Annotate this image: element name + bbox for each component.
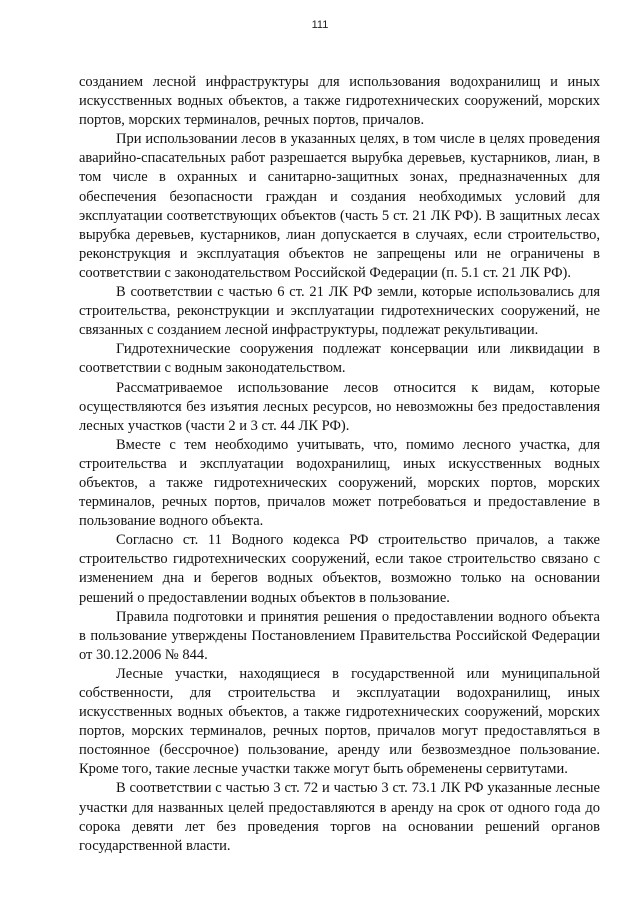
- paragraph: Лесные участки, находящиеся в государственной или муниципальной собственности, для строительства и эксплуатации водохранилищ, иных искусственных водных объектов, а также гидротехнических сооружений, морских портов, морских терминалов, речных портов, причалов могут предоставляться в постоянное (бессрочное) пользование, аренду или безвозмездное пользование. Кроме того, такие лесные участки также могут быть обременены сервитутами.: [79, 665, 600, 778]
- paragraph: В соответствии с частью 3 ст. 72 и частью 3 ст. 73.1 ЛК РФ указанные лесные участки для названных целей предоставляются в аренду на срок от одного года до сорока девяти лет без проведения торгов на основании решений органов государственной власти.: [79, 780, 600, 854]
- paragraph: При использовании лесов в указанных целях, в том числе в целях проведения аварийно-спасательных работ разрешается вырубка деревьев, кустарников, лиан, в том числе в охранных и санитарно-защитных зонах, предназначенных для обеспечения безопасности граждан и создания необходимых условий для эксплуатации соответствующих объектов (часть 5 ст. 21 ЛК РФ). В защитных лесах вырубка деревьев, кустарников, лиан допускается в случаях, если строительство, реконструкция и эксплуатация объектов не запрещены или не ограничены в соответствии с законодательством Российской Федерации (п. 5.1 ст. 21 ЛК РФ).: [79, 131, 600, 281]
- paragraph: Рассматриваемое использование лесов относится к видам, которые осуществляются без изъятия лесных ресурсов, но невозможны без предоставления лесных участков (части 2 и 3 ст. 44 ЛК РФ).: [79, 379, 600, 434]
- paragraph: Вместе с тем необходимо учитывать, что, помимо лесного участка, для строительства и эксплуатации водохранилищ, иных искусственных водных объектов, а также гидротехнических сооружений, морских портов, морских терминалов, речных портов, причалов может потребоваться и предоставление в пользование водного объекта.: [79, 436, 600, 530]
- paragraph: Согласно ст. 11 Водного кодекса РФ строительство причалов, а также строительство гидротехнических сооружений, если такое строительство связано с изменением дна и берегов водных объектов, возможно только на основании решений о предоставлении водных объектов в пользование.: [79, 532, 600, 606]
- paragraph-continuation: созданием лесной инфраструктуры для использования водохранилищ и иных искусственных водных объектов, а также гидротехнических сооружений, морских портов, морских терминалов, речных портов, причалов.: [79, 74, 600, 129]
- paragraph: Гидротехнические сооружения подлежат консервации или ликвидации в соответствии с водным законодательством.: [79, 341, 600, 377]
- document-body: [79, 73, 600, 856]
- page-number: 111: [311, 19, 329, 31]
- paragraph: Правила подготовки и принятия решения о предоставлении водного объекта в пользование утверждены Постановлением Правительства Российской Федерации от 30.12.2006 № 844.: [79, 608, 600, 663]
- paragraph: В соответствии с частью 6 ст. 21 ЛК РФ земли, которые использовались для строительства, реконструкции и эксплуатации гидротехнических сооружений, не связанных с созданием лесной инфраструктуры, подлежат рекультивации.: [79, 284, 600, 339]
